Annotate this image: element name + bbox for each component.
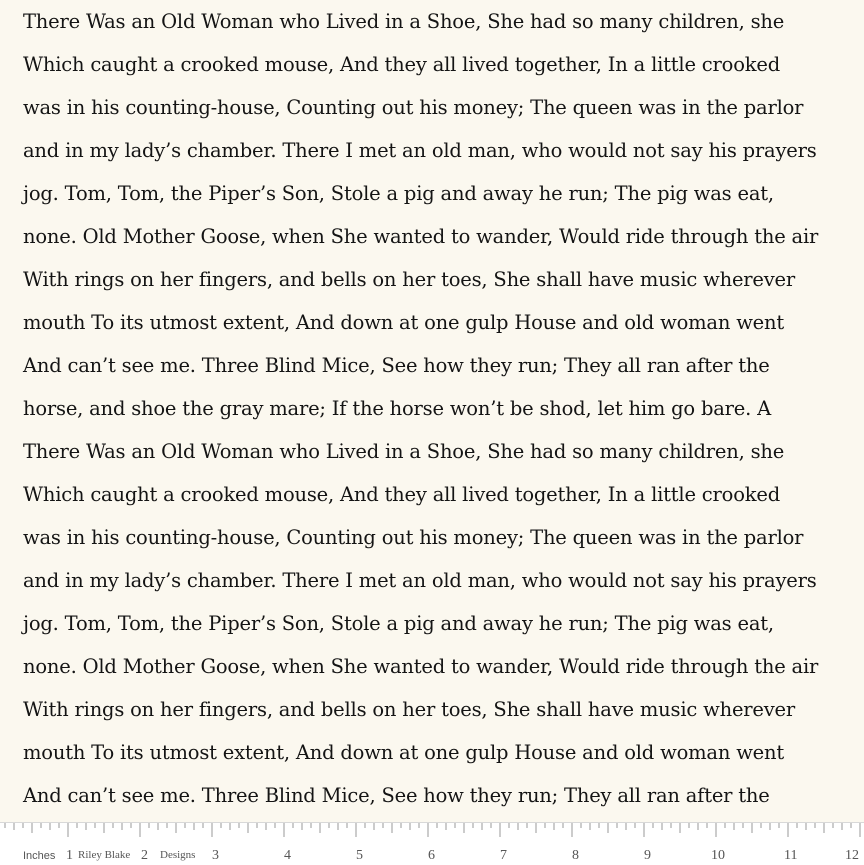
ruler-number-4: 4 — [284, 848, 291, 863]
ruler-number-1: 1 — [66, 848, 73, 863]
fabric-text-line: And can’t see me. Three Blind Mice, See how they run; They all ran after the — [23, 354, 770, 377]
fabric-text-line: and in my lady’s chamber. There I met an old man, who would not say his prayers — [23, 569, 817, 592]
fabric-text-line: With rings on her fingers, and bells on her toes, She shall have music wherever — [23, 698, 796, 721]
ruler-number-12: 12 — [845, 848, 859, 863]
ruler-brand-right: Designs — [160, 849, 196, 861]
ruler-number-9: 9 — [644, 848, 651, 863]
fabric-text-line: With rings on her fingers, and bells on her toes, She shall have music wherever — [23, 268, 796, 291]
fabric-text-line: Which caught a crooked mouse, And they all lived together, In a little crooked — [23, 483, 780, 506]
fabric-text-line: jog. Tom, Tom, the Piper’s Son, Stole a pig and away he run; The pig was eat, — [23, 182, 774, 205]
fabric-text-line: mouth To its utmost extent, And down at one gulp House and old woman went — [23, 311, 785, 334]
fabric-text-line: And can’t see me. Three Blind Mice, See how they run; They all ran after the — [23, 784, 770, 807]
ruler-number-6: 6 — [428, 848, 435, 863]
fabric-text-line: horse, and shoe the gray mare; If the horse won’t be shod, let him go bare. A — [23, 397, 772, 420]
fabric-text-line: mouth To its utmost extent, And down at one gulp House and old woman went — [23, 741, 785, 764]
fabric-text-line: Which caught a crooked mouse, And they all lived together, In a little crooked — [23, 53, 780, 76]
fabric-text-line: was in his counting-house, Counting out his money; The queen was in the parlor — [23, 96, 804, 119]
ruler-number-7: 7 — [500, 848, 507, 863]
ruler-number-8: 8 — [572, 848, 579, 863]
ruler-number-2: 2 — [141, 848, 148, 863]
ruler-brand-left: Riley Blake — [78, 849, 131, 861]
fabric-text-line: was in his counting-house, Counting out his money; The queen was in the parlor — [23, 526, 804, 549]
fabric-text-line: jog. Tom, Tom, the Piper’s Son, Stole a pig and away he run; The pig was eat, — [23, 612, 774, 635]
fabric-text-line: and in my lady’s chamber. There I met an old man, who would not say his prayers — [23, 139, 817, 162]
fabric-text-line: There Was an Old Woman who Lived in a Shoe, She had so many children, she — [23, 10, 785, 33]
ruler-unit-label: Inches — [23, 850, 56, 862]
ruler-number-11: 11 — [784, 848, 798, 863]
ruler-number-5: 5 — [356, 848, 363, 863]
measurement-ruler — [0, 822, 864, 865]
fabric-text-line: There Was an Old Woman who Lived in a Shoe, She had so many children, she — [23, 440, 785, 463]
fabric-text-line: none. Old Mother Goose, when She wanted to wander, Would ride through the air — [23, 225, 819, 248]
fabric-text-line: none. Old Mother Goose, when She wanted to wander, Would ride through the air — [23, 655, 819, 678]
ruler-number-3: 3 — [212, 848, 219, 863]
ruler-number-10: 10 — [711, 848, 725, 863]
